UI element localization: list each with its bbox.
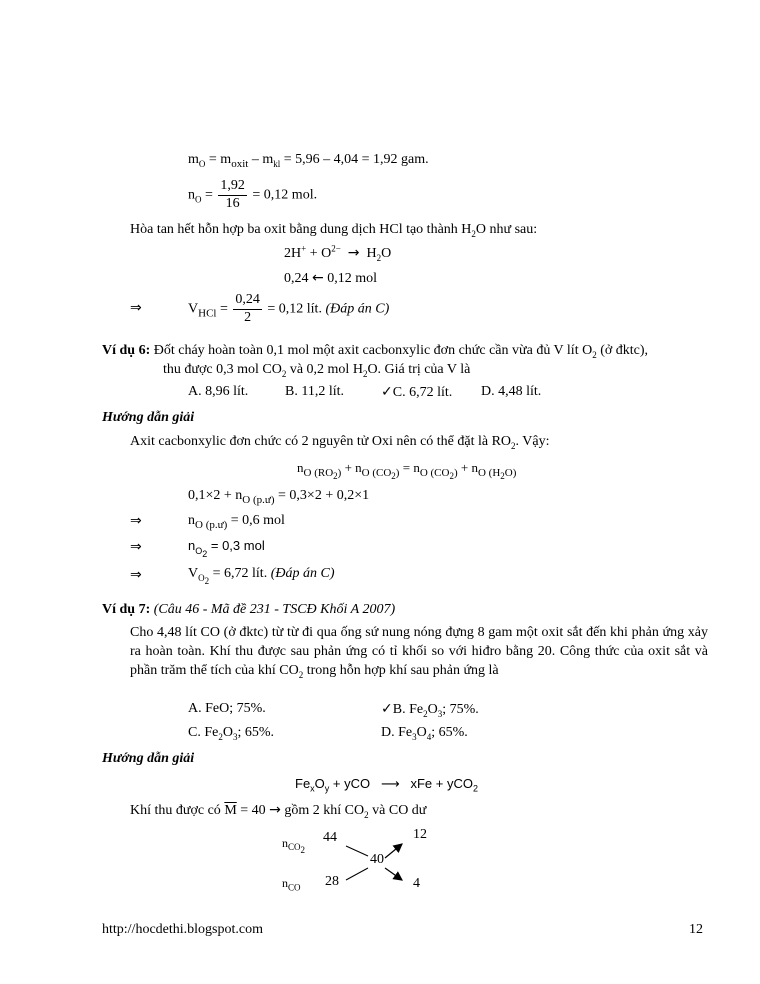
example-7-question: Cho 4,48 lít CO (ở đktc) từ từ đi qua ống sứ nung nóng đựng 8 gam một oxit sắt đến khi phản ứng xảy ra hoàn toàn. Khí thu được sau phản ứng có tỉ khối so với hiđro bằng 20. Công thức của oxit sắt và phần trăm thể tích của khí $CO_2$ trong hỗn hợp khí sau phản ứng là xyxy=(130,625,708,680)
option-a: A. 8,96 lít. xyxy=(188,384,249,399)
cross-line-bottom-left xyxy=(346,868,368,880)
page-number: 12 xyxy=(689,922,703,937)
hcl-intro: Hòa tan hết hỗn hợp ba oxit bằng dung dịch HCl tạo thành $H_2O$ như sau: xyxy=(130,222,538,239)
cross-arrow-top-right xyxy=(385,844,402,858)
option-d: D. $Fe_3O_4$; 65%. xyxy=(381,725,468,742)
m-co-value: 28 xyxy=(325,874,339,889)
example-6-question: Ví dụ 6: Đốt cháy hoàn toàn 0,1 mol một axit cacbonxylic đơn chức cần vừa đủ V lít $O_2$ (ở đktc), xyxy=(102,343,649,360)
implies-arrow: ⇒ xyxy=(130,513,142,529)
example-7-heading: Ví dụ 7: (Câu 46 - Mã đề 231 - TSCĐ Khối A 2007) xyxy=(102,602,396,617)
option-b: ✓B. $Fe_2O_3$; 75%. xyxy=(381,701,479,719)
implies-arrow: ⇒ xyxy=(130,567,142,583)
reaction-equation: $Fe_xO_y$ + yCO ⟶ xFe + yCO$_2$ xyxy=(295,776,478,794)
ionic-equation: $2H^+ + O^{2-} \to H_2O$ xyxy=(284,243,392,263)
check-icon: ✓ xyxy=(381,384,393,400)
footer-url[interactable]: http://hocdethi.blogspot.com xyxy=(102,922,263,937)
average-mass-value: 40 xyxy=(370,852,384,867)
gas-mixture-line: Khí thu được có $\overline{M} = 40$ → gồm 2 khí $CO_2$ và CO dư xyxy=(130,802,427,820)
n-co-label: $n_{CO}$ xyxy=(282,876,301,893)
option-a: A. FeO; 75%. xyxy=(188,701,266,716)
mass-oxygen-line: $m_O = m_{oxit} - m_{kl} = 5,96 - 4,04 = 1,92$ gam. xyxy=(188,152,429,170)
solution-intro: Axit cacbonxylic đơn chức có 2 nguyên tử Oxi nên có thể đặt là $RO_2$. Vậy: xyxy=(130,434,550,451)
cross-arrow-bottom-right xyxy=(385,868,402,880)
check-icon: ✓ xyxy=(381,701,393,717)
option-c: C. $Fe_2O_3$; 65%. xyxy=(188,725,275,742)
m-co2-value: 44 xyxy=(323,830,337,845)
option-b: B. 11,2 lít. xyxy=(285,384,344,399)
example-6-question-cont: thu được 0,3 mol $CO_2$ và 0,2 mol $H_2O$. Giá trị của V là xyxy=(163,362,471,379)
ratio-co-value: 4 xyxy=(413,876,420,891)
option-c: ✓C. 6,72 lít. xyxy=(381,384,453,400)
volume-o2-result: $V_{O_2} = 6,72$ lít. (Đáp án C) xyxy=(188,566,335,586)
n-oxygen-result: $n_{O (p.ư)} = 0,6$ mol xyxy=(188,513,285,531)
ratio-co2-value: 12 xyxy=(413,827,427,842)
oxygen-balance: $n_{O (RO_2)} + n_{O (CO_2)} = n_{O (CO_2)} + n_{O (H_2O)}$ xyxy=(297,460,517,481)
fraction: $\frac{1,92}{16}$ xyxy=(220,178,245,211)
fraction: $\frac{0,24}{2}$ xyxy=(235,292,260,325)
mol-line: 0,24 ← 0,12 mol xyxy=(284,270,378,286)
implies-arrow: ⇒ xyxy=(130,300,142,316)
option-d: D. 4,48 lít. xyxy=(481,384,542,399)
balance-numeric: $0,1\times 2 + n_{O (p.ư)} = 0,3\times 2 + 0,2\times 1$ xyxy=(188,488,370,506)
guide-heading: Hướng dẫn giải xyxy=(102,410,195,425)
volume-hcl-line: $V_{HCl}$ = $\frac{0,24}{2}$ = 0,12 lít. (Đáp án C) xyxy=(188,292,390,325)
guide-heading: Hướng dẫn giải xyxy=(102,751,195,766)
n-o2-result: $n_{O_2} = 0,3$ mol xyxy=(188,538,265,559)
implies-arrow: ⇒ xyxy=(130,539,142,555)
mol-oxygen-line: $n_O$ = $\frac{1,92}{16}$ = 0,12 mol. xyxy=(188,178,318,211)
n-co2-label: $n_{CO_2}$ xyxy=(282,836,306,856)
cross-line-top-left xyxy=(346,846,368,856)
